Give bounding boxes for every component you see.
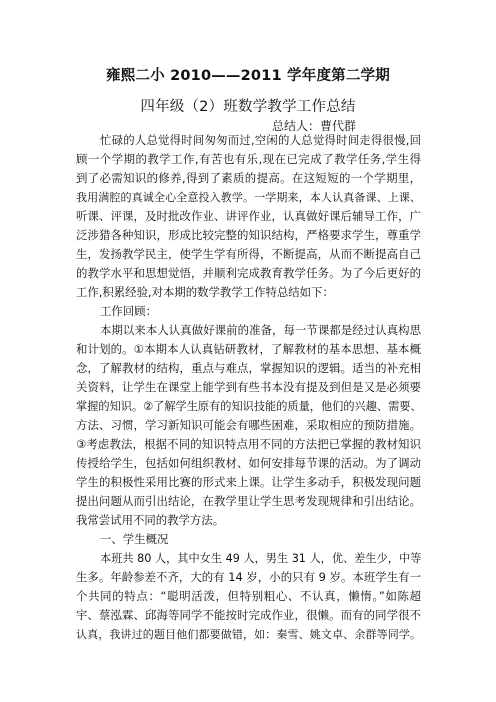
body-line: 泛涉猎各种知识，形成比较完整的知识结构，严格要求学生，尊重学 xyxy=(76,228,421,242)
body-line: 顾一个学期的教学工作,有苦也有乐,现在已完成了教学任务,学生得 xyxy=(76,152,421,166)
body-line: 提出问题从而引出结论，在教学里让学生思考发现规律和引出结论。 xyxy=(76,494,421,508)
body-line: 忙碌的人总觉得时间匆匆而过,空闲的人总觉得时间走得很慢,回 xyxy=(100,133,421,147)
body-line: 学生的积极性采用比赛的形式来上课。让学生多动手，积极发现问题 xyxy=(76,475,421,489)
body-line: 掌握的知识。②了解学生原有的知识技能的质量，他们的兴趣、需要、 xyxy=(76,400,422,413)
body-line: 本期以来本人认真做好课前的准备，每一节课都是经过认真构思 xyxy=(100,323,421,337)
body-line: 生，发扬教学民主，使学生学有所得，不断提高，从而不断提高自己 xyxy=(76,247,421,261)
body-line: 关资料，让学生在课堂上能学到有些书本没有提及到但是又是必须要 xyxy=(76,380,421,394)
body-line: 和计划的。①本期本人认真钻研教材，了解教材的基本思想、基本概 xyxy=(76,342,421,356)
body-line: 工作,积累经验,对本期的数学教学工作特总结如下： xyxy=(76,285,334,299)
body-line: 听课、评课，及时批改作业、讲评作业，认真做好课后辅导工作，广 xyxy=(76,209,421,223)
body-line: 方法、习惯，学习新知识可能会有哪些困难，采取相应的预防措施。 xyxy=(76,418,421,432)
body-line: 的教学水平和思想觉悟，并顺利完成教育教学任务。为了今后更好的 xyxy=(76,266,421,280)
body-line: 我常尝试用不同的教学方法。 xyxy=(76,513,225,527)
document-title: 雍熙二小 2010——2011 学年度第二学期 xyxy=(106,68,390,84)
body-line: 我用满腔的真诚全心全意投入教学。一学期来，本人认真备课、上课、 xyxy=(76,191,421,204)
body-line: 个共同的特点：“聪明活泼，但特别粗心、不认真，懒惰。”如陈超 xyxy=(76,589,421,603)
body-line: 认真，我讲过的题目他们都要做错，如：秦雪、姚文卓、余群等同学。 xyxy=(76,628,421,641)
body-line: 念，了解教材的结构，重点与难点，掌握知识的逻辑。适当的补充相 xyxy=(76,361,421,375)
body-line: 传授给学生，包括如何组织教材、如何安排每节课的活动。为了调动 xyxy=(76,456,421,470)
body-line: 工作回顾： xyxy=(100,304,157,318)
body-line: 到了必需知识的修养,得到了素质的提高。在这短短的一个学期里， xyxy=(76,171,421,185)
body-line: 生多。年龄参差不齐，大的有 14 岁，小的只有 9 岁。本班学生有一 xyxy=(76,570,421,584)
author-line: 总结人：曹代群 xyxy=(272,119,357,133)
body-line: 宇、蔡泓霖、邱海等同学不能按时完成作业，很懒。而有的同学很不 xyxy=(76,608,421,622)
body-line: 本班共 80 人，其中女生 49 人，男生 31 人，优、差生少，中等 xyxy=(100,552,422,565)
document-body xyxy=(76,131,421,644)
body-line: 一、学生概况 xyxy=(100,532,169,546)
body-line: ③考虑教法，根据不同的知识特点用不同的方法把已掌握的教材知识 xyxy=(76,437,421,451)
document-subtitle: 四年级（2）班数学教学工作总结 xyxy=(140,99,356,115)
